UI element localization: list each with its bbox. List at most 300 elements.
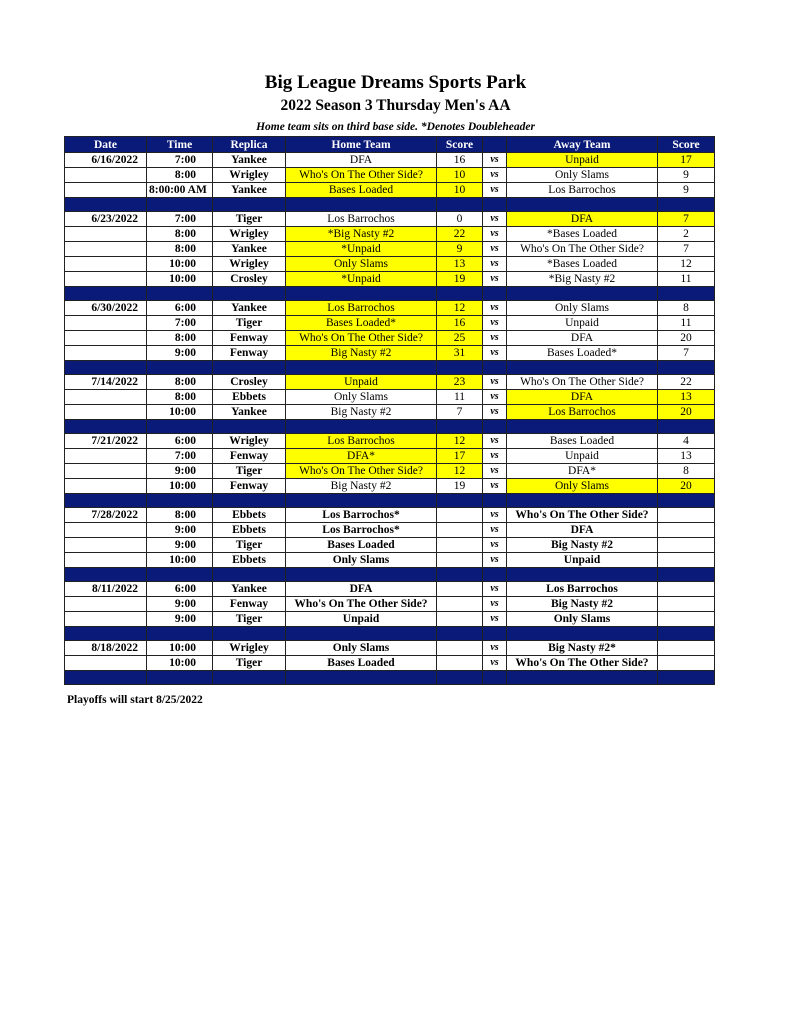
away-team: Unpaid xyxy=(507,316,658,331)
column-header-time: Time xyxy=(147,137,213,153)
away-team: *Bases Loaded xyxy=(507,227,658,242)
table-row xyxy=(65,153,715,168)
game-time: 10:00 xyxy=(147,479,213,494)
separator-cell xyxy=(286,198,437,212)
away-team: Unpaid xyxy=(507,553,658,568)
home-team: Bases Loaded xyxy=(286,183,437,198)
game-time: 8:00 xyxy=(147,331,213,346)
vs-label: vs xyxy=(483,597,507,612)
game-date: 6/30/2022 xyxy=(65,301,147,316)
separator-cell xyxy=(213,420,286,434)
game-time: 7:00 xyxy=(147,212,213,227)
away-score: 20 xyxy=(658,479,715,494)
separator-cell xyxy=(437,568,483,582)
home-score: 23 xyxy=(437,375,483,390)
home-team: Los Barrochos xyxy=(286,434,437,449)
separator-cell xyxy=(483,420,507,434)
away-score: 8 xyxy=(658,301,715,316)
vs-label: vs xyxy=(483,212,507,227)
page-subtitle: 2022 Season 3 Thursday Men's AA xyxy=(280,97,511,114)
vs-label: vs xyxy=(483,538,507,553)
game-time: 10:00 xyxy=(147,257,213,272)
week-separator xyxy=(65,671,715,685)
week-separator xyxy=(65,287,715,301)
away-team: DFA xyxy=(507,523,658,538)
away-score: 9 xyxy=(658,183,715,198)
replica-field: Wrigley xyxy=(213,257,286,272)
separator-cell xyxy=(658,420,715,434)
separator-cell xyxy=(658,287,715,301)
game-date: 7/28/2022 xyxy=(65,508,147,523)
away-score: 7 xyxy=(658,346,715,361)
game-date xyxy=(65,656,147,671)
game-date xyxy=(65,316,147,331)
separator-cell xyxy=(213,568,286,582)
replica-field: Fenway xyxy=(213,331,286,346)
home-score: 31 xyxy=(437,346,483,361)
home-team: Big Nasty #2 xyxy=(286,346,437,361)
replica-field: Wrigley xyxy=(213,434,286,449)
separator-cell xyxy=(213,361,286,375)
game-date xyxy=(65,464,147,479)
home-score xyxy=(437,523,483,538)
separator-cell xyxy=(213,494,286,508)
column-header-replica: Replica xyxy=(213,137,286,153)
separator-cell xyxy=(286,494,437,508)
home-score: 7 xyxy=(437,405,483,420)
separator-cell xyxy=(658,568,715,582)
away-team: DFA xyxy=(507,212,658,227)
replica-field: Fenway xyxy=(213,479,286,494)
separator-cell xyxy=(213,287,286,301)
vs-label: vs xyxy=(483,582,507,597)
home-score: 11 xyxy=(437,390,483,405)
week-separator xyxy=(65,198,715,212)
schedule-body xyxy=(65,153,715,685)
game-date: 7/21/2022 xyxy=(65,434,147,449)
table-row xyxy=(65,212,715,227)
home-score: 12 xyxy=(437,434,483,449)
replica-field: Tiger xyxy=(213,316,286,331)
away-team: DFA xyxy=(507,331,658,346)
game-date xyxy=(65,405,147,420)
playoffs-note: Playoffs will start 8/25/2022 xyxy=(67,694,203,706)
table-row xyxy=(65,656,715,671)
game-time: 9:00 xyxy=(147,346,213,361)
schedule-table xyxy=(64,136,715,685)
vs-label: vs xyxy=(483,227,507,242)
column-header-home-score: Score xyxy=(437,137,483,153)
home-team: Bases Loaded xyxy=(286,656,437,671)
home-score: 19 xyxy=(437,479,483,494)
home-team: DFA* xyxy=(286,449,437,464)
game-date: 6/23/2022 xyxy=(65,212,147,227)
table-row xyxy=(65,375,715,390)
away-score xyxy=(658,538,715,553)
replica-field: Tiger xyxy=(213,464,286,479)
game-time: 6:00 xyxy=(147,434,213,449)
game-time: 7:00 xyxy=(147,316,213,331)
table-row xyxy=(65,331,715,346)
separator-cell xyxy=(483,287,507,301)
away-score xyxy=(658,523,715,538)
table-header-row xyxy=(65,137,715,153)
week-separator xyxy=(65,568,715,582)
column-header-home-team: Home Team xyxy=(286,137,437,153)
home-team: Who's On The Other Side? xyxy=(286,597,437,612)
away-score: 13 xyxy=(658,390,715,405)
week-separator xyxy=(65,361,715,375)
replica-field: Ebbets xyxy=(213,508,286,523)
away-score: 22 xyxy=(658,375,715,390)
home-score: 16 xyxy=(437,153,483,168)
home-score: 22 xyxy=(437,227,483,242)
home-score: 17 xyxy=(437,449,483,464)
column-header-away-team: Away Team xyxy=(507,137,658,153)
separator-cell xyxy=(147,287,213,301)
away-team: Bases Loaded* xyxy=(507,346,658,361)
separator-cell xyxy=(147,568,213,582)
replica-field: Crosley xyxy=(213,272,286,287)
separator-cell xyxy=(507,671,658,685)
separator-cell xyxy=(147,361,213,375)
separator-cell xyxy=(507,420,658,434)
game-date xyxy=(65,346,147,361)
game-date xyxy=(65,331,147,346)
game-time: 8:00 xyxy=(147,508,213,523)
table-row xyxy=(65,538,715,553)
table-row xyxy=(65,612,715,627)
replica-field: Yankee xyxy=(213,183,286,198)
vs-label: vs xyxy=(483,183,507,198)
away-score: 2 xyxy=(658,227,715,242)
away-team: Bases Loaded xyxy=(507,434,658,449)
away-score xyxy=(658,582,715,597)
vs-label: vs xyxy=(483,301,507,316)
vs-label: vs xyxy=(483,390,507,405)
table-row xyxy=(65,449,715,464)
vs-label: vs xyxy=(483,479,507,494)
table-row xyxy=(65,301,715,316)
replica-field: Yankee xyxy=(213,242,286,257)
home-team: DFA xyxy=(286,153,437,168)
game-time: 9:00 xyxy=(147,538,213,553)
separator-cell xyxy=(437,671,483,685)
home-score: 12 xyxy=(437,464,483,479)
separator-cell xyxy=(437,627,483,641)
away-team: Who's On The Other Side? xyxy=(507,656,658,671)
away-team: *Bases Loaded xyxy=(507,257,658,272)
home-team: Unpaid xyxy=(286,612,437,627)
replica-field: Tiger xyxy=(213,656,286,671)
game-time: 6:00 xyxy=(147,582,213,597)
game-time: 9:00 xyxy=(147,612,213,627)
week-separator xyxy=(65,420,715,434)
table-row xyxy=(65,553,715,568)
separator-cell xyxy=(658,627,715,641)
separator-cell xyxy=(213,671,286,685)
away-team: Only Slams xyxy=(507,612,658,627)
separator-cell xyxy=(213,627,286,641)
home-team: *Unpaid xyxy=(286,272,437,287)
away-score: 12 xyxy=(658,257,715,272)
home-team: Bases Loaded xyxy=(286,538,437,553)
away-team: Big Nasty #2* xyxy=(507,641,658,656)
vs-label: vs xyxy=(483,242,507,257)
replica-field: Crosley xyxy=(213,375,286,390)
home-team: *Big Nasty #2 xyxy=(286,227,437,242)
home-score: 10 xyxy=(437,183,483,198)
home-team: *Unpaid xyxy=(286,242,437,257)
game-date xyxy=(65,183,147,198)
away-score xyxy=(658,641,715,656)
home-team: Bases Loaded* xyxy=(286,316,437,331)
vs-label: vs xyxy=(483,523,507,538)
table-row xyxy=(65,168,715,183)
away-team: Who's On The Other Side? xyxy=(507,375,658,390)
separator-cell xyxy=(65,627,147,641)
game-time: 8:00 xyxy=(147,390,213,405)
home-score xyxy=(437,553,483,568)
home-team: Only Slams xyxy=(286,390,437,405)
separator-cell xyxy=(658,361,715,375)
home-team: Big Nasty #2 xyxy=(286,479,437,494)
game-time: 9:00 xyxy=(147,597,213,612)
vs-label: vs xyxy=(483,375,507,390)
replica-field: Fenway xyxy=(213,346,286,361)
home-score: 12 xyxy=(437,301,483,316)
home-team: Los Barrochos xyxy=(286,301,437,316)
separator-cell xyxy=(483,568,507,582)
replica-field: Ebbets xyxy=(213,390,286,405)
home-team: Only Slams xyxy=(286,553,437,568)
replica-field: Ebbets xyxy=(213,523,286,538)
column-header-vs xyxy=(483,137,507,153)
separator-cell xyxy=(147,198,213,212)
away-team: Los Barrochos xyxy=(507,405,658,420)
table-row xyxy=(65,508,715,523)
game-date xyxy=(65,538,147,553)
vs-label: vs xyxy=(483,316,507,331)
week-separator xyxy=(65,494,715,508)
separator-cell xyxy=(65,420,147,434)
away-score: 9 xyxy=(658,168,715,183)
game-time: 8:00 xyxy=(147,242,213,257)
home-team: Who's On The Other Side? xyxy=(286,331,437,346)
away-team: Big Nasty #2 xyxy=(507,538,658,553)
schedule-note: Home team sits on third base side. *Denotes Doubleheader xyxy=(256,121,535,133)
game-date xyxy=(65,612,147,627)
home-team: Big Nasty #2 xyxy=(286,405,437,420)
game-time: 10:00 xyxy=(147,553,213,568)
week-separator xyxy=(65,627,715,641)
game-time: 10:00 xyxy=(147,405,213,420)
away-score: 17 xyxy=(658,153,715,168)
replica-field: Tiger xyxy=(213,612,286,627)
game-date xyxy=(65,390,147,405)
separator-cell xyxy=(286,420,437,434)
separator-cell xyxy=(147,420,213,434)
away-team: *Big Nasty #2 xyxy=(507,272,658,287)
vs-label: vs xyxy=(483,612,507,627)
game-time: 9:00 xyxy=(147,464,213,479)
vs-label: vs xyxy=(483,331,507,346)
away-team: DFA* xyxy=(507,464,658,479)
table-row xyxy=(65,523,715,538)
home-score: 13 xyxy=(437,257,483,272)
table-row xyxy=(65,183,715,198)
separator-cell xyxy=(483,361,507,375)
game-time: 10:00 xyxy=(147,272,213,287)
home-score xyxy=(437,641,483,656)
separator-cell xyxy=(437,361,483,375)
page-title: Big League Dreams Sports Park xyxy=(264,72,527,93)
home-score xyxy=(437,582,483,597)
separator-cell xyxy=(65,198,147,212)
away-score: 8 xyxy=(658,464,715,479)
home-score xyxy=(437,656,483,671)
separator-cell xyxy=(286,671,437,685)
game-time: 8:00 xyxy=(147,375,213,390)
separator-cell xyxy=(483,198,507,212)
table-row xyxy=(65,272,715,287)
home-score xyxy=(437,612,483,627)
away-team: Who's On The Other Side? xyxy=(507,508,658,523)
separator-cell xyxy=(483,494,507,508)
home-team: Who's On The Other Side? xyxy=(286,464,437,479)
game-date: 6/16/2022 xyxy=(65,153,147,168)
separator-cell xyxy=(437,198,483,212)
replica-field: Yankee xyxy=(213,153,286,168)
vs-label: vs xyxy=(483,168,507,183)
separator-cell xyxy=(437,494,483,508)
table-row xyxy=(65,582,715,597)
separator-cell xyxy=(286,361,437,375)
away-team: Los Barrochos xyxy=(507,183,658,198)
game-date xyxy=(65,168,147,183)
separator-cell xyxy=(437,420,483,434)
separator-cell xyxy=(507,198,658,212)
table-row xyxy=(65,405,715,420)
home-score xyxy=(437,508,483,523)
game-time: 8:00 xyxy=(147,168,213,183)
away-score xyxy=(658,597,715,612)
home-team: Los Barrochos* xyxy=(286,523,437,538)
away-score: 13 xyxy=(658,449,715,464)
game-date xyxy=(65,523,147,538)
home-team: DFA xyxy=(286,582,437,597)
game-time: 8:00:00 AM xyxy=(147,183,213,198)
home-score: 10 xyxy=(437,168,483,183)
separator-cell xyxy=(147,627,213,641)
replica-field: Tiger xyxy=(213,212,286,227)
table-row xyxy=(65,346,715,361)
separator-cell xyxy=(286,287,437,301)
separator-cell xyxy=(65,568,147,582)
away-team: Who's On The Other Side? xyxy=(507,242,658,257)
column-header-away-score: Score xyxy=(658,137,715,153)
separator-cell xyxy=(65,361,147,375)
home-score: 9 xyxy=(437,242,483,257)
vs-label: vs xyxy=(483,346,507,361)
separator-cell xyxy=(286,568,437,582)
game-date: 7/14/2022 xyxy=(65,375,147,390)
home-team: Unpaid xyxy=(286,375,437,390)
separator-cell xyxy=(507,494,658,508)
away-score: 4 xyxy=(658,434,715,449)
separator-cell xyxy=(483,627,507,641)
game-date xyxy=(65,449,147,464)
table-row xyxy=(65,390,715,405)
table-row xyxy=(65,316,715,331)
replica-field: Fenway xyxy=(213,597,286,612)
vs-label: vs xyxy=(483,449,507,464)
game-date xyxy=(65,597,147,612)
away-score: 7 xyxy=(658,242,715,257)
separator-cell xyxy=(507,361,658,375)
table-row xyxy=(65,597,715,612)
game-time: 9:00 xyxy=(147,523,213,538)
separator-cell xyxy=(483,671,507,685)
table-row xyxy=(65,641,715,656)
home-team: Only Slams xyxy=(286,641,437,656)
away-team: Only Slams xyxy=(507,479,658,494)
away-score: 7 xyxy=(658,212,715,227)
home-team: Los Barrochos* xyxy=(286,508,437,523)
away-team: Los Barrochos xyxy=(507,582,658,597)
vs-label: vs xyxy=(483,508,507,523)
vs-label: vs xyxy=(483,464,507,479)
away-score xyxy=(658,612,715,627)
replica-field: Fenway xyxy=(213,449,286,464)
away-score: 20 xyxy=(658,331,715,346)
game-time: 10:00 xyxy=(147,656,213,671)
game-date xyxy=(65,479,147,494)
away-score: 11 xyxy=(658,316,715,331)
game-date: 8/18/2022 xyxy=(65,641,147,656)
vs-label: vs xyxy=(483,434,507,449)
replica-field: Tiger xyxy=(213,538,286,553)
separator-cell xyxy=(65,494,147,508)
game-time: 10:00 xyxy=(147,641,213,656)
table-row xyxy=(65,479,715,494)
game-date xyxy=(65,257,147,272)
separator-cell xyxy=(437,287,483,301)
home-score: 16 xyxy=(437,316,483,331)
game-date xyxy=(65,553,147,568)
separator-cell xyxy=(658,671,715,685)
separator-cell xyxy=(65,287,147,301)
table-row xyxy=(65,242,715,257)
home-team: Only Slams xyxy=(286,257,437,272)
away-score xyxy=(658,508,715,523)
home-score: 25 xyxy=(437,331,483,346)
vs-label: vs xyxy=(483,641,507,656)
game-date xyxy=(65,272,147,287)
home-score: 0 xyxy=(437,212,483,227)
game-time: 7:00 xyxy=(147,153,213,168)
away-team: Unpaid xyxy=(507,449,658,464)
vs-label: vs xyxy=(483,272,507,287)
game-date xyxy=(65,227,147,242)
home-team: Los Barrochos xyxy=(286,212,437,227)
table-row xyxy=(65,464,715,479)
away-score xyxy=(658,553,715,568)
home-team: Who's On The Other Side? xyxy=(286,168,437,183)
separator-cell xyxy=(65,671,147,685)
game-time: 8:00 xyxy=(147,227,213,242)
away-score xyxy=(658,656,715,671)
